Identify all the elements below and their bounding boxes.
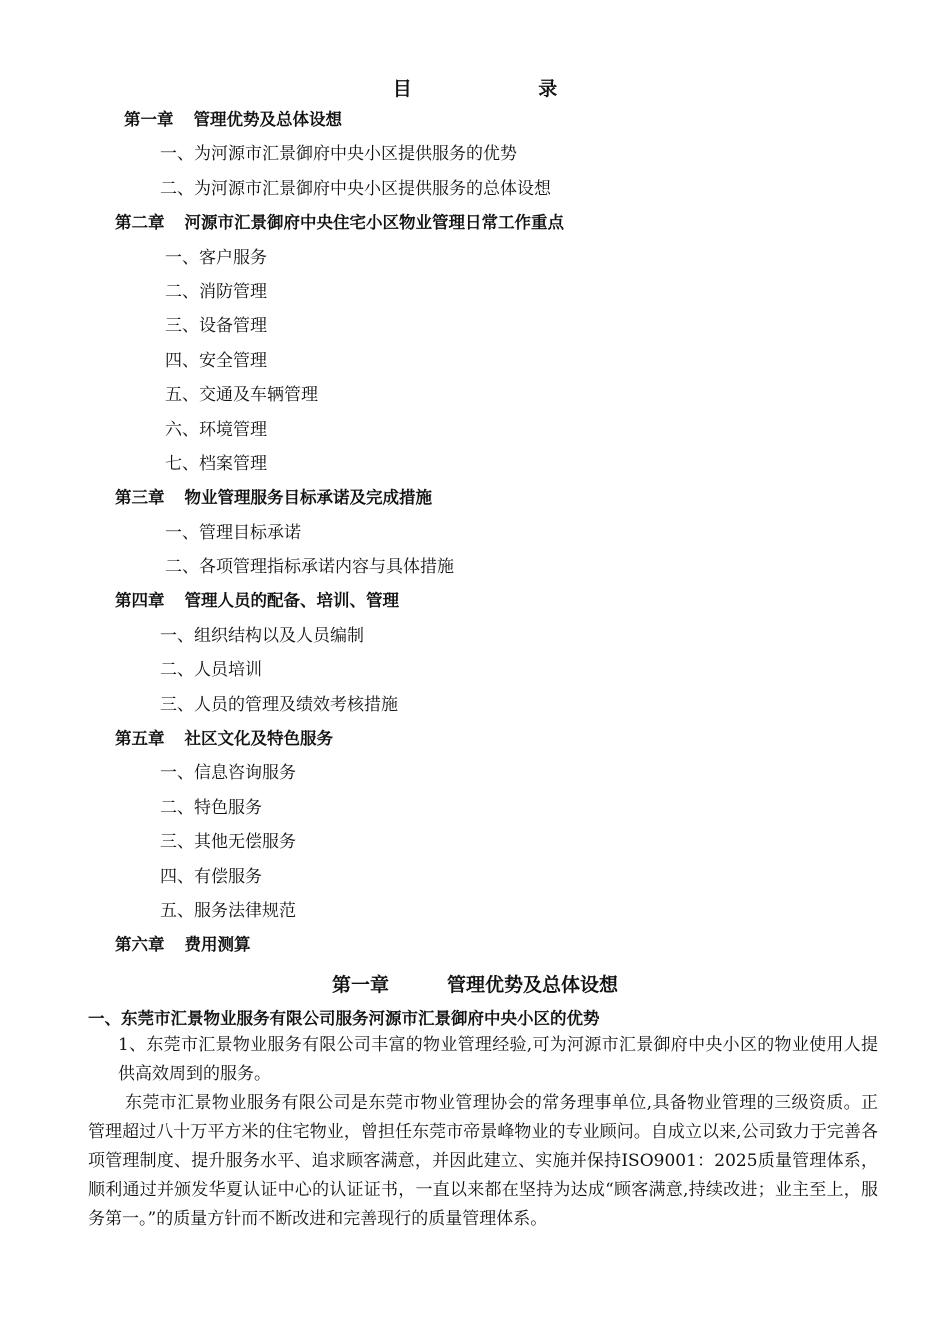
toc-entry-text: 社区文化及特色服务 — [184, 729, 333, 749]
toc-chapter-number: 第三章 — [115, 488, 165, 508]
toc-section-entry — [0, 275, 950, 309]
toc-chapter-entry — [0, 722, 950, 756]
toc-chapter-entry — [0, 928, 950, 962]
toc-section-entry — [0, 309, 950, 343]
toc-section-entry — [0, 172, 950, 206]
toc-section-entry — [0, 378, 950, 412]
toc-entry-text: 一、管理目标承诺 — [165, 522, 301, 543]
toc-entry-text: 物业管理服务目标承诺及完成措施 — [184, 488, 432, 508]
toc-entry-text: 一、为河源市汇景御府中央小区提供服务的优势 — [160, 144, 517, 165]
toc-entry-text: 三、人员的管理及绩效考核措施 — [160, 694, 398, 715]
toc-entry-text: 七、档案管理 — [165, 453, 267, 474]
toc-entry-text: 三、设备管理 — [165, 316, 267, 337]
toc-section-entry — [0, 619, 950, 653]
toc-entry-text: 三、其他无偿服务 — [160, 832, 296, 853]
chapter-heading — [0, 970, 950, 997]
toc-chapter-number: 第四章 — [115, 591, 165, 611]
toc-chapter-number: 第五章 — [115, 729, 165, 749]
toc-entry-text: 二、消防管理 — [165, 281, 267, 302]
table-of-contents — [0, 103, 950, 963]
toc-entry-text: 一、组织结构以及人员编制 — [160, 625, 364, 646]
toc-entry-text: 管理优势及总体设想 — [193, 110, 342, 129]
toc-section-entry — [0, 241, 950, 275]
toc-section-entry — [0, 653, 950, 687]
toc-section-entry — [0, 413, 950, 447]
toc-entry-text: 一、客户服务 — [165, 247, 267, 268]
toc-entry-text: 五、服务法律规范 — [160, 900, 296, 921]
toc-entry-text: 二、为河源市汇景御府中央小区提供服务的总体设想 — [160, 178, 551, 199]
paragraph: 东莞市汇景物业服务有限公司是东莞市物业管理协会的常务理事单位,具备物业管理的三级资质。正管理超过八十万平方米的住宅物业，曾担任东莞市帝景峰物业的专业顾问。自成立以来,公司致力于完善各项管理制度、提升服务水平、追求顾客满意，并因此建立、实施并保持ISO9001：2025质量管理体系，顺利通过并颁发华夏认证中心的认证证书，一直以来都在坚持为达成“顾客满意,持续改进；业主至上，服务第一。”的质量方针而不断改进和完善现行的质量管理体系。 — [88, 1093, 878, 1229]
toc-entry-text: 四、安全管理 — [165, 350, 267, 371]
toc-entry-text: 二、特色服务 — [160, 797, 262, 818]
toc-section-entry — [0, 825, 950, 859]
toc-entry-text: 费用测算 — [184, 935, 251, 955]
toc-chapter-number: 第二章 — [115, 213, 165, 233]
toc-section-entry — [0, 137, 950, 171]
toc-section-entry — [0, 550, 950, 584]
toc-title: 目 录 — [392, 78, 618, 100]
toc-chapter-number: 第六章 — [115, 935, 165, 955]
toc-section-entry — [0, 791, 950, 825]
toc-entry-text: 一、信息咨询服务 — [160, 763, 296, 784]
toc-entry-text: 管理人员的配备、培训、管理 — [184, 591, 399, 611]
paragraph: 1、东莞市汇景物业服务有限公司丰富的物业管理经验,可为河源市汇景御府中央小区的物业使用人提供高效周到的服务。 — [118, 1035, 878, 1084]
toc-section-entry — [0, 756, 950, 790]
section-heading: 一、东莞市汇景物业服务有限公司服务河源市汇景御府中央小区的优势 — [88, 1009, 600, 1028]
toc-section-entry — [0, 860, 950, 894]
toc-entry-text: 二、人员培训 — [160, 660, 262, 681]
toc-section-entry — [0, 447, 950, 481]
toc-entry-text: 二、各项管理指标承诺内容与具体措施 — [165, 557, 454, 578]
toc-section-entry — [0, 344, 950, 378]
toc-entry-text: 五、交通及车辆管理 — [165, 385, 318, 406]
chapter-number: 第一章 — [331, 974, 389, 996]
toc-chapter-entry — [0, 584, 950, 618]
toc-chapter-entry — [0, 103, 950, 137]
toc-entry-text: 河源市汇景御府中央住宅小区物业管理日常工作重点 — [184, 213, 564, 233]
toc-chapter-number: 第一章 — [124, 110, 174, 129]
toc-chapter-entry — [0, 481, 950, 515]
toc-entry-text: 六、环境管理 — [165, 419, 267, 440]
toc-section-entry — [0, 688, 950, 722]
chapter-title: 管理优势及总体设想 — [447, 974, 619, 996]
toc-entry-text: 四、有偿服务 — [160, 866, 262, 887]
toc-chapter-entry — [0, 206, 950, 240]
toc-section-entry — [0, 894, 950, 928]
toc-section-entry — [0, 516, 950, 550]
